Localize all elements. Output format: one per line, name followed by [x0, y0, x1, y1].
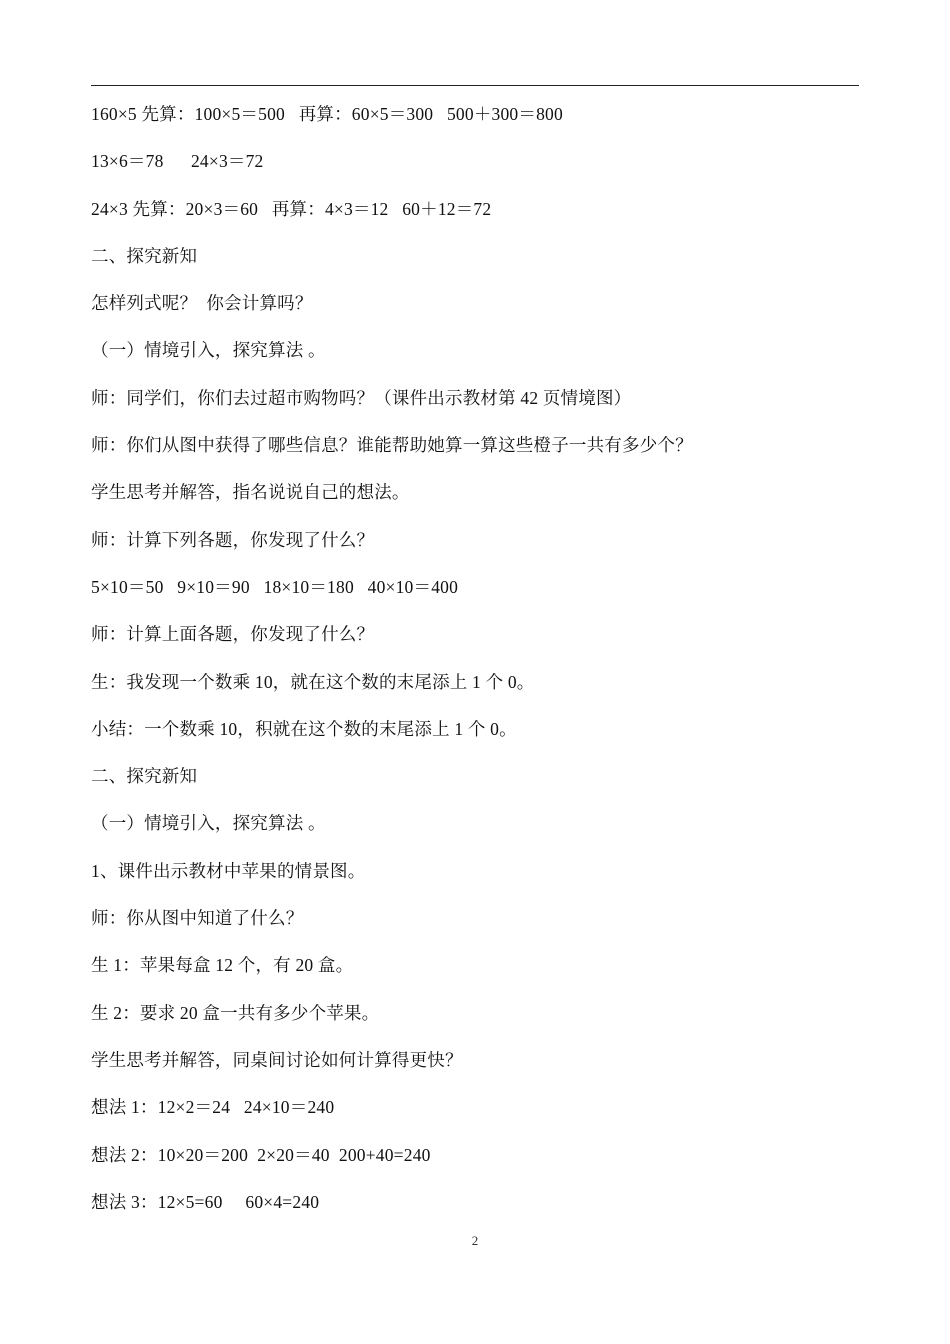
text-line-5: 怎样列式呢？ 你会计算吗？ — [91, 293, 313, 314]
text-line-3: 24×3 先算：20×3＝60 再算：4×3＝12 60＋12＝72 — [91, 198, 492, 219]
text-line-8: 师：你们从图中获得了哪些信息？谁能帮助她算一算这些橙子一共有多少个？ — [91, 435, 693, 456]
text-line-19: 生 1：苹果每盒 12 个，有 20 盒。 — [91, 955, 354, 976]
document-body — [91, 100, 861, 1235]
text-line-11: 5×10＝50 9×10＝90 18×10＝180 40×10＝400 — [91, 576, 459, 597]
idea-line-3: 想法 3：12×5=60 60×4=240 — [91, 1191, 320, 1212]
text-line-10: 师：计算下列各题，你发现了什么？ — [91, 529, 375, 550]
text-line-7: 师：同学们，你们去过超市购物吗？（课件出示教材第 42 页情境图） — [91, 387, 632, 408]
idea-line-2: 想法 2：10×20＝200 2×20＝40 200+40=240 — [91, 1144, 431, 1165]
page-number: 2 — [471, 1233, 479, 1248]
text-line-9: 学生思考并解答，指名说说自己的想法。 — [91, 482, 410, 503]
idea-line-1: 想法 1：12×2＝24 24×10＝240 — [91, 1097, 335, 1118]
section-heading-2: 二、探究新知 — [91, 766, 198, 787]
text-line-21: 学生思考并解答，同桌间讨论如何计算得更快？ — [91, 1049, 463, 1070]
text-line-12: 师：计算上面各题，你发现了什么？ — [91, 624, 375, 645]
text-line-17: 1、课件出示教材中苹果的情景图。 — [91, 860, 366, 881]
text-line-2: 13×6＝78 24×3＝72 — [91, 151, 264, 172]
summary-line: 小结：一个数乘 10，积就在这个数的末尾添上 1 个 0。 — [91, 718, 517, 739]
text-line-20: 生 2：要求 20 盒一共有多少个苹果。 — [91, 1002, 380, 1023]
text-line-13: 生：我发现一个数乘 10，就在这个数的末尾添上 1 个 0。 — [91, 671, 535, 692]
header-rule — [91, 85, 859, 86]
subsection-heading: （一）情境引入，探究算法 。 — [91, 340, 326, 361]
section-heading: 二、探究新知 — [91, 245, 198, 266]
subsection-heading-2: （一）情境引入，探究算法 。 — [91, 813, 326, 834]
text-line-1: 160×5 先算：100×5＝500 再算：60×5＝300 500＋300＝800 — [91, 104, 563, 124]
text-line-18: 师：你从图中知道了什么？ — [91, 908, 304, 929]
